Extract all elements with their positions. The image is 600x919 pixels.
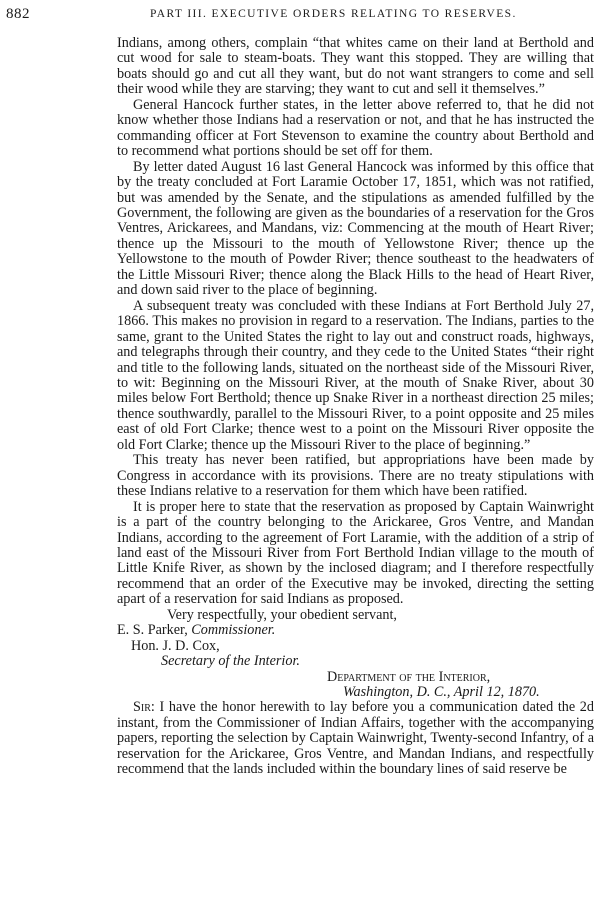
- signature-title: Commissioner.: [191, 622, 276, 639]
- addressee-name: Hon. J. D. Cox,: [131, 637, 220, 654]
- paragraph: It is proper here to state that the reservation as proposed by Captain Wainwright is a part of the country belonging to the Arickaree, Gros Ventre, and Mandan Indians, according to the agreement of Fort Laramie, with the addition of a strip of land east of the Missouri River from Fort Berthold Indian village to the mouth of Little Knife River, as shown by the inclosed diagram; and I therefore respectfully recommend that an order of the Executive may be invoked, directing the setting apart of a reservation for said Indians as proposed.: [117, 498, 594, 608]
- page-number: 882: [6, 6, 30, 22]
- signature-block: [117, 623, 594, 638]
- salutation: Sir:: [133, 699, 155, 716]
- document-body: [117, 36, 594, 778]
- paragraph: This treaty has never been ratified, but appropriations have been made by Congress in accordance with its provisions. There are no treaty stipulations with these Indians relative to a reservation for them which have been ratified.: [117, 452, 594, 500]
- page-header: [0, 6, 600, 28]
- closing-line: Very respectfully, your obedient servant,: [167, 606, 397, 623]
- signature-name: E. S. Parker,: [117, 622, 188, 639]
- paragraph: General Hancock further states, in the letter above referred to, that he did not know whether those Indians had a reservation or not, and that he has instructed the commanding officer at Fort Stevenson to examine the country about Berthold and to recommend what portions should be set off for them.: [117, 96, 594, 160]
- department-heading: Department of the Interior,: [327, 668, 491, 685]
- paragraph-continued: Indians, among others, complain “that whites came on their land at Berthold and cut wood for sale to steam-boats. They want this stopped. They are willing that boats should go and cut all they want, but do not want strangers to come and sell their wood while they are starving; they want to cut and sell it themselves.”: [117, 35, 594, 98]
- addressee-title: Secretary of the Interior.: [161, 653, 300, 670]
- running-head: PART III. EXECUTIVE ORDERS RELATING TO RESERVES.: [150, 8, 517, 20]
- dateline: Washington, D. C., April 12, 1870.: [343, 684, 540, 701]
- paragraph: A subsequent treaty was concluded with these Indians at Fort Berthold July 27, 1866. This makes no provision in regard to a reservation. The Indians, parties to the same, grant to the United States the right to lay out and construct roads, highways, and telegraphs through their country, and they cede to the United States “their right and title to the following lands, situated on the northeast side of the Missouri River, to wit: Beginning on the Missouri River, at the mouth of Snake River, about 30 miles below Fort Berthold; thence up Snake River in a northeast direction 25 miles; thence southwardly, parallel to the Missouri River, to a point opposite and 25 miles east of old Fort Clarke; thence west to a point on the Missouri River opposite the old Fort Clarke; thence up the Missouri River to the place of beginning.”: [117, 297, 594, 453]
- letter-paragraph: [117, 700, 594, 777]
- paragraph: By letter dated August 16 last General Hancock was informed by this office that by the treaty concluded at Fort Laramie October 17, 1851, which was not ratified, but was amended by the Senate, and the stipulations as amended fulfilled by the Government, the following are given as the boundaries of a reservation for the Gros Ventres, Arickarees, and Mandans, viz: Commencing at the mouth of Heart River; thence up the Missouri to the mouth of Yellowstone River; thence up the Yellowstone to the mouth of Powder River; thence southeast to the headwaters of the Little Missouri River; thence along the Black Hills to the head of Heart River, and down said river to the place of beginning.: [117, 158, 594, 299]
- letter-body: I have the honor herewith to lay before you a communication dated the 2d instant, from the Commissioner of Indian Affairs, together with the accompanying papers, reporting the selection by Captain Wainwright, Twenty-second Infantry, of a reservation for the Arickaree, Gros Ventre, and Mandan Indians, and respectfully recommend that the lands included within the boundary lines of said reserve be: [117, 699, 594, 778]
